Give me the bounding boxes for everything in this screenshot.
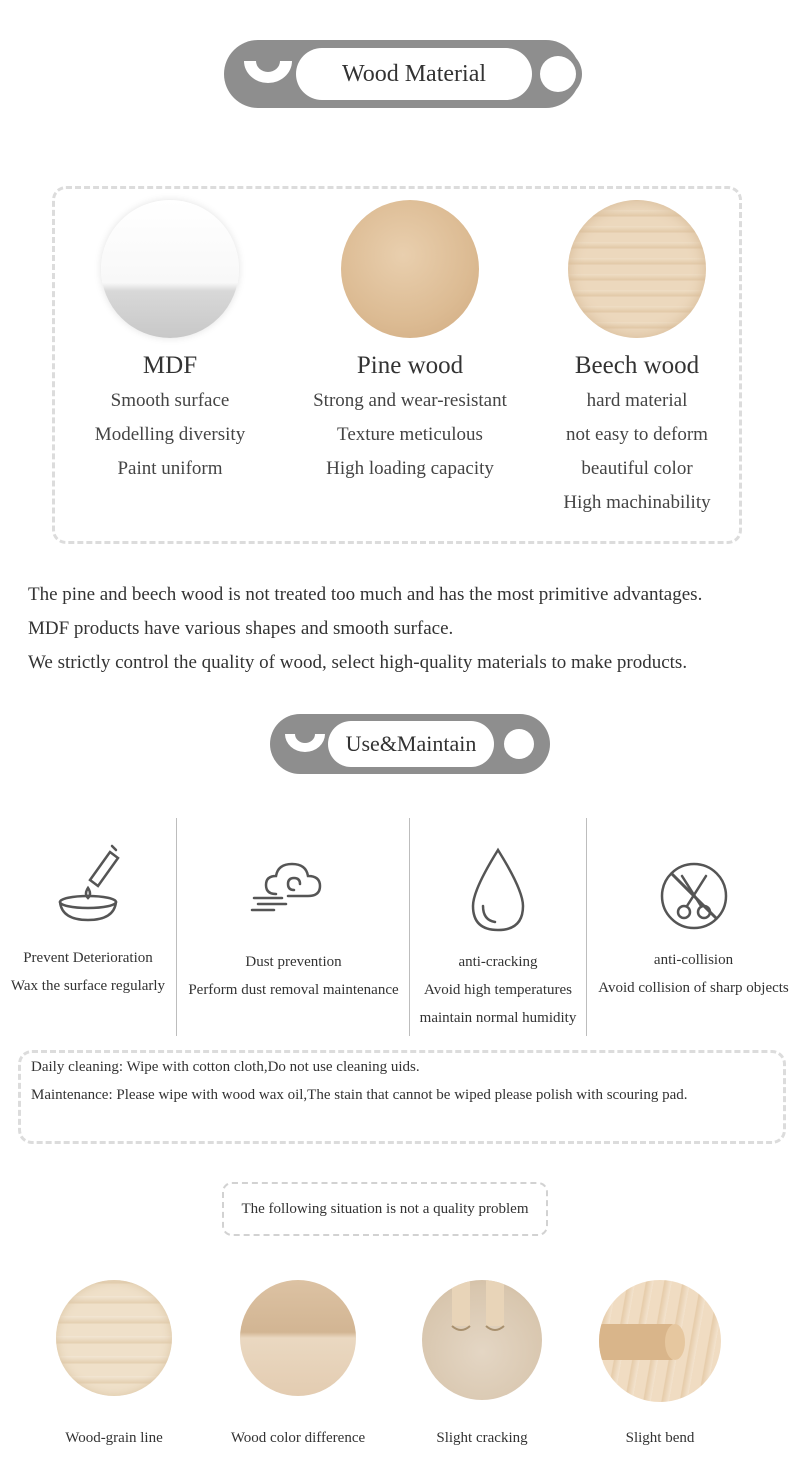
section-header-wood-material (224, 40, 580, 108)
care-text: Perform dust removal maintenance (188, 982, 399, 998)
care-item-wax (0, 840, 176, 1000)
material-feature: Strong and wear-resistant (313, 390, 507, 411)
material-description (28, 578, 798, 680)
example-label: Slight cracking (436, 1430, 528, 1446)
ring-icon (534, 50, 582, 98)
material-feature: not easy to deform (566, 424, 708, 445)
dust-cloud-icon (248, 840, 340, 932)
care-item-collision (587, 840, 800, 1002)
section-title: Use&Maintain (328, 721, 494, 767)
material-name: Beech wood (574, 352, 700, 379)
material-feature: beautiful color (581, 458, 693, 479)
material-feature: Paint uniform (117, 458, 223, 479)
maintenance-tip: Maintenance: Please wipe with wood wax oil,The stain that cannot be wiped please polish with scouring pad. (31, 1087, 688, 1103)
material-feature: Modelling diversity (94, 424, 246, 445)
description-line: We strictly control the quality of wood, select high-quality materials to make products. (28, 652, 688, 673)
care-text: Avoid collision of sharp objects (598, 980, 789, 996)
crack-detail (422, 1280, 542, 1400)
example-cracking (392, 1280, 572, 1447)
color-difference-image (240, 1280, 356, 1396)
care-title: Dust prevention (245, 954, 342, 970)
bend-detail (599, 1280, 721, 1402)
care-text: maintain normal humidity (419, 1010, 577, 1026)
description-line: MDF products have various shapes and smooth surface. (28, 618, 454, 639)
bend-image (599, 1280, 721, 1402)
care-item-cracking (410, 840, 586, 1032)
example-label: Slight bend (625, 1430, 695, 1446)
care-title: anti-cracking (458, 954, 538, 970)
mdf-sample-image (101, 200, 239, 338)
beech-sample-image (568, 200, 706, 338)
material-beech (512, 200, 762, 520)
divider (176, 818, 177, 1036)
material-feature: Smooth surface (110, 390, 230, 411)
care-item-dust (178, 840, 409, 1004)
care-text: Avoid high temperatures (423, 982, 572, 998)
care-title: Prevent Deterioration (23, 950, 153, 966)
example-bend (570, 1280, 750, 1447)
material-feature: High loading capacity (326, 458, 494, 479)
wood-grain-image (56, 1280, 172, 1396)
daily-cleaning-tip: Daily cleaning: Wipe with cotton cloth,Do not use cleaning uids. (31, 1059, 420, 1075)
ring-icon (498, 723, 540, 765)
bowl-icon (238, 49, 298, 99)
example-color-difference (208, 1280, 388, 1447)
section-header-use-maintain (270, 714, 550, 774)
material-name: MDF (142, 352, 198, 379)
quality-notice: The following situation is not a quality problem (222, 1182, 548, 1236)
material-feature: High machinability (563, 492, 711, 513)
material-mdf (45, 200, 295, 486)
no-scissors-icon (646, 840, 742, 936)
pine-sample-image (341, 200, 479, 338)
example-label: Wood color difference (230, 1430, 366, 1446)
care-title: anti-collision (653, 952, 734, 968)
section-title: Wood Material (296, 48, 532, 100)
care-text: Wax the surface regularly (10, 978, 166, 994)
material-name: Pine wood (356, 352, 464, 379)
description-line: The pine and beech wood is not treated too much and has the most primitive advantages. (28, 584, 703, 605)
maintenance-tips-box (18, 1050, 786, 1144)
material-pine (285, 200, 535, 486)
wax-bowl-icon (48, 840, 128, 930)
material-feature: Texture meticulous (337, 424, 483, 445)
material-feature: hard material (586, 390, 688, 411)
example-label: Wood-grain line (65, 1430, 163, 1446)
water-drop-icon (463, 840, 533, 936)
cracking-image (422, 1280, 542, 1400)
example-wood-grain (24, 1280, 204, 1447)
bowl-icon (280, 722, 330, 766)
